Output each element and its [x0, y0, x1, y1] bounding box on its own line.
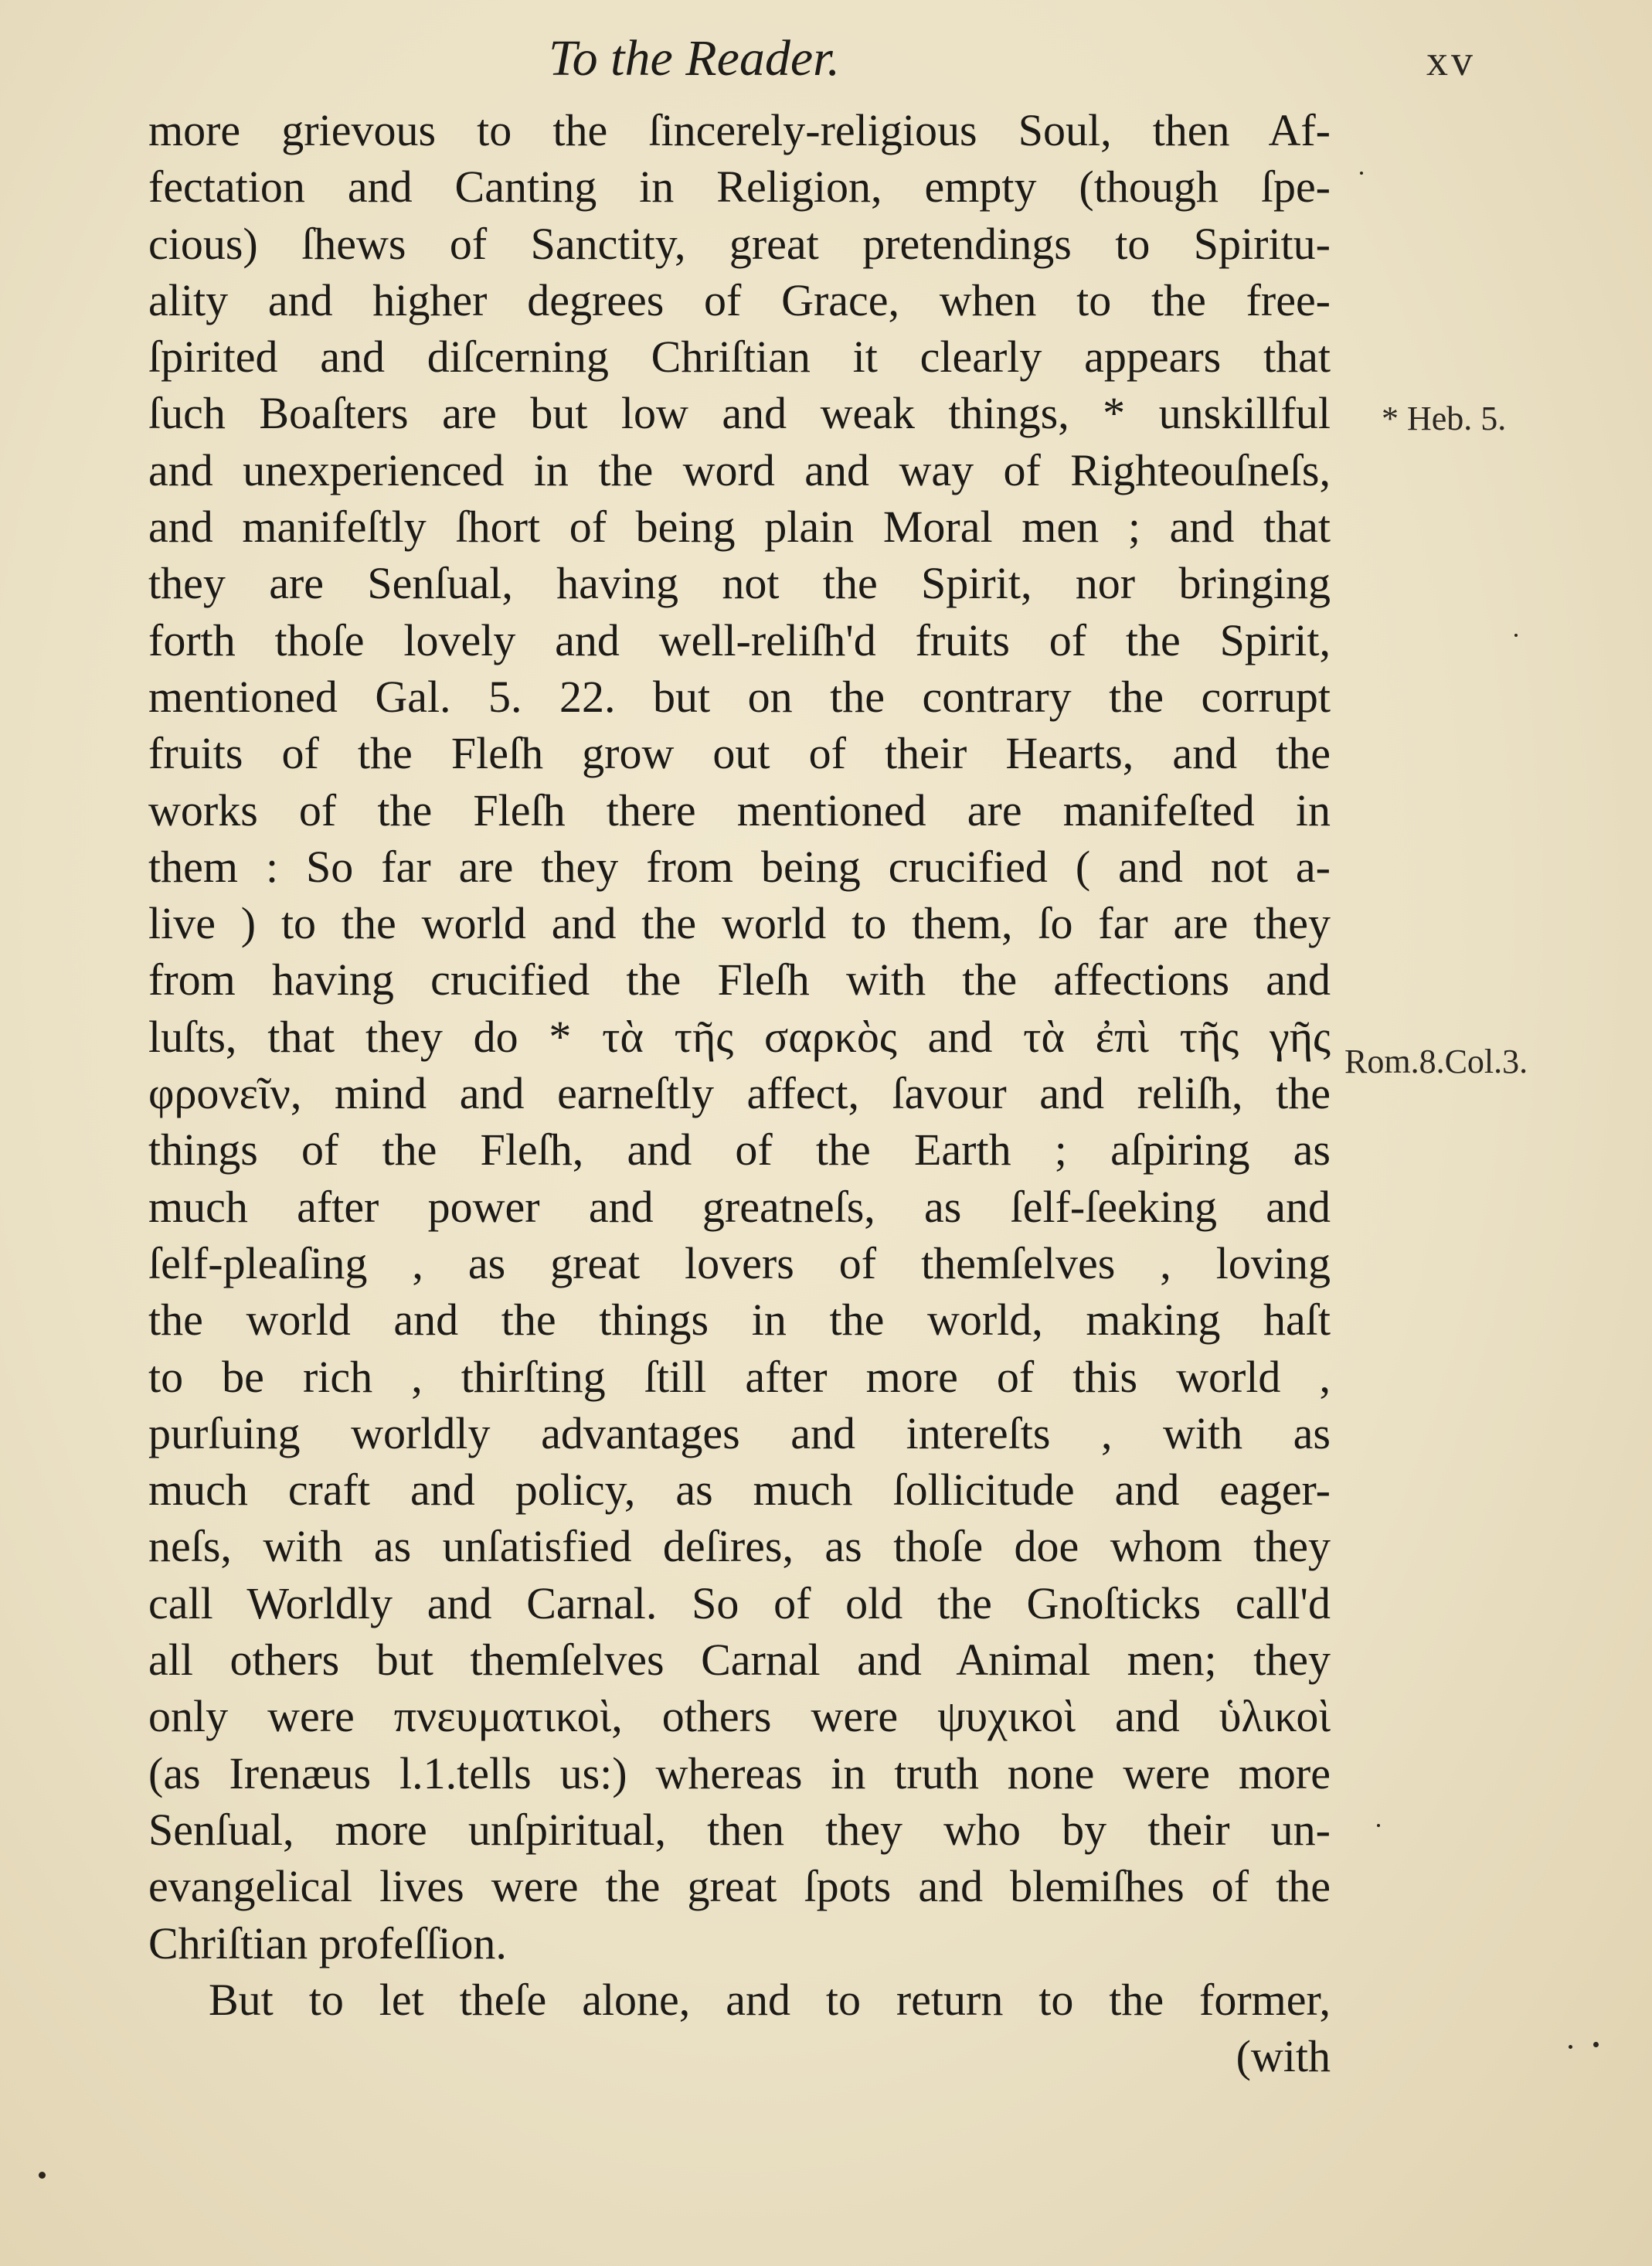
text-line: Senſual, more unſpiritual, then they who by their un-	[148, 1804, 1331, 1855]
text-line: φρονεῖν, mind and earneſtly affect, ſavour and reliſh, the	[148, 1068, 1331, 1119]
text-line: ſelf-pleaſing , as great lovers of themſelves , loving	[148, 1237, 1331, 1288]
text-line: evangelical lives were the great ſpots and blemiſhes of the	[148, 1861, 1331, 1912]
ink-speck	[1514, 634, 1518, 637]
text-line: and manifeſtly ſhort of being plain Moral men ; and that	[148, 502, 1331, 553]
catchword: (with	[1236, 2031, 1331, 2082]
text-line: and unexperienced in the word and way of Righteouſneſs,	[148, 444, 1331, 495]
text-line: fruits of the Fleſh grow out of their Hearts, and the	[148, 728, 1331, 779]
text-line: Chriſtian profeſſion.	[148, 1917, 507, 1968]
text-line: works of the Fleſh there mentioned are manifeſted in	[148, 784, 1331, 835]
text-line: cious) ſhews of Sanctity, great pretendings to Spiritu-	[148, 218, 1331, 269]
running-head-title: To the Reader.	[549, 30, 841, 87]
text-line: live ) to the world and the world to them, ſo far are they	[148, 898, 1331, 949]
text-line: mentioned Gal. 5. 22. but on the contrary the corrupt	[148, 671, 1331, 722]
text-line: neſs, with as unſatisfied deſires, as thoſe doe whom they	[148, 1521, 1331, 1572]
text-line: only were πνευματικοὶ, others were ψυχικοὶ and ὑλικοὶ	[148, 1691, 1331, 1742]
ink-speck	[1569, 2045, 1572, 2049]
ink-speck	[39, 2172, 46, 2179]
text-line: much craft and policy, as much ſollicitude and eager-	[148, 1465, 1331, 1516]
text-line: ſpirited and diſcerning Chriſtian it clearly appears that	[148, 332, 1331, 383]
text-line: them : So far are they from being crucified ( and not a-	[148, 841, 1331, 892]
paragraph-start-line: But to let theſe alone, and to return to the former,	[209, 1974, 1331, 2025]
text-line: much after power and greatneſs, as ſelf-ſeeking and	[148, 1181, 1331, 1232]
text-line: things of the Fleſh, and of the Earth ; aſpiring as	[148, 1124, 1331, 1176]
body-text	[148, 102, 1331, 2084]
text-line: (as Irenæus l.1.tells us:) whereas in truth none were more	[148, 1747, 1331, 1798]
text-line: fectation and Canting in Religion, empty (though ſpe-	[148, 162, 1331, 213]
text-line: more grievous to the ſincerely-religious Soul, then Af-	[148, 105, 1331, 155]
text-line: they are Senſual, having not the Spirit, nor bringing	[148, 558, 1331, 609]
text-line: forth thoſe lovely and well-reliſh'd fruits of the Spirit,	[148, 614, 1331, 665]
ink-speck	[1377, 1824, 1380, 1827]
text-line: from having crucified the Fleſh with the affections and	[148, 954, 1331, 1005]
ink-speck	[1593, 2042, 1599, 2047]
text-line: luſts, that they do * τὰ τῆς σαρκὸς and τὰ ἐπὶ τῆς γῆς	[148, 1011, 1331, 1062]
margin-note-hebrews: * Heb. 5.	[1382, 400, 1507, 437]
text-line: the world and the things in the world, making haſt	[148, 1295, 1331, 1346]
text-line: ſuch Boaſters are but low and weak things, * unskillful	[148, 388, 1331, 439]
text-line: ality and higher degrees of Grace, when to the free-	[148, 274, 1331, 325]
text-line: call Worldly and Carnal. So of old the Gnoſticks call'd	[148, 1577, 1331, 1628]
margin-note-romans: Rom.8.Col.3.	[1344, 1043, 1528, 1080]
text-line: all others but themſelves Carnal and Animal men; they	[148, 1635, 1331, 1686]
running-head	[0, 28, 1652, 90]
text-line: purſuing worldly advantages and intereſts , with as	[148, 1407, 1331, 1458]
text-line: to be rich , thirſting ſtill after more of this world ,	[148, 1351, 1331, 1402]
ink-speck	[1360, 172, 1363, 175]
page-number: xv	[1426, 37, 1476, 85]
